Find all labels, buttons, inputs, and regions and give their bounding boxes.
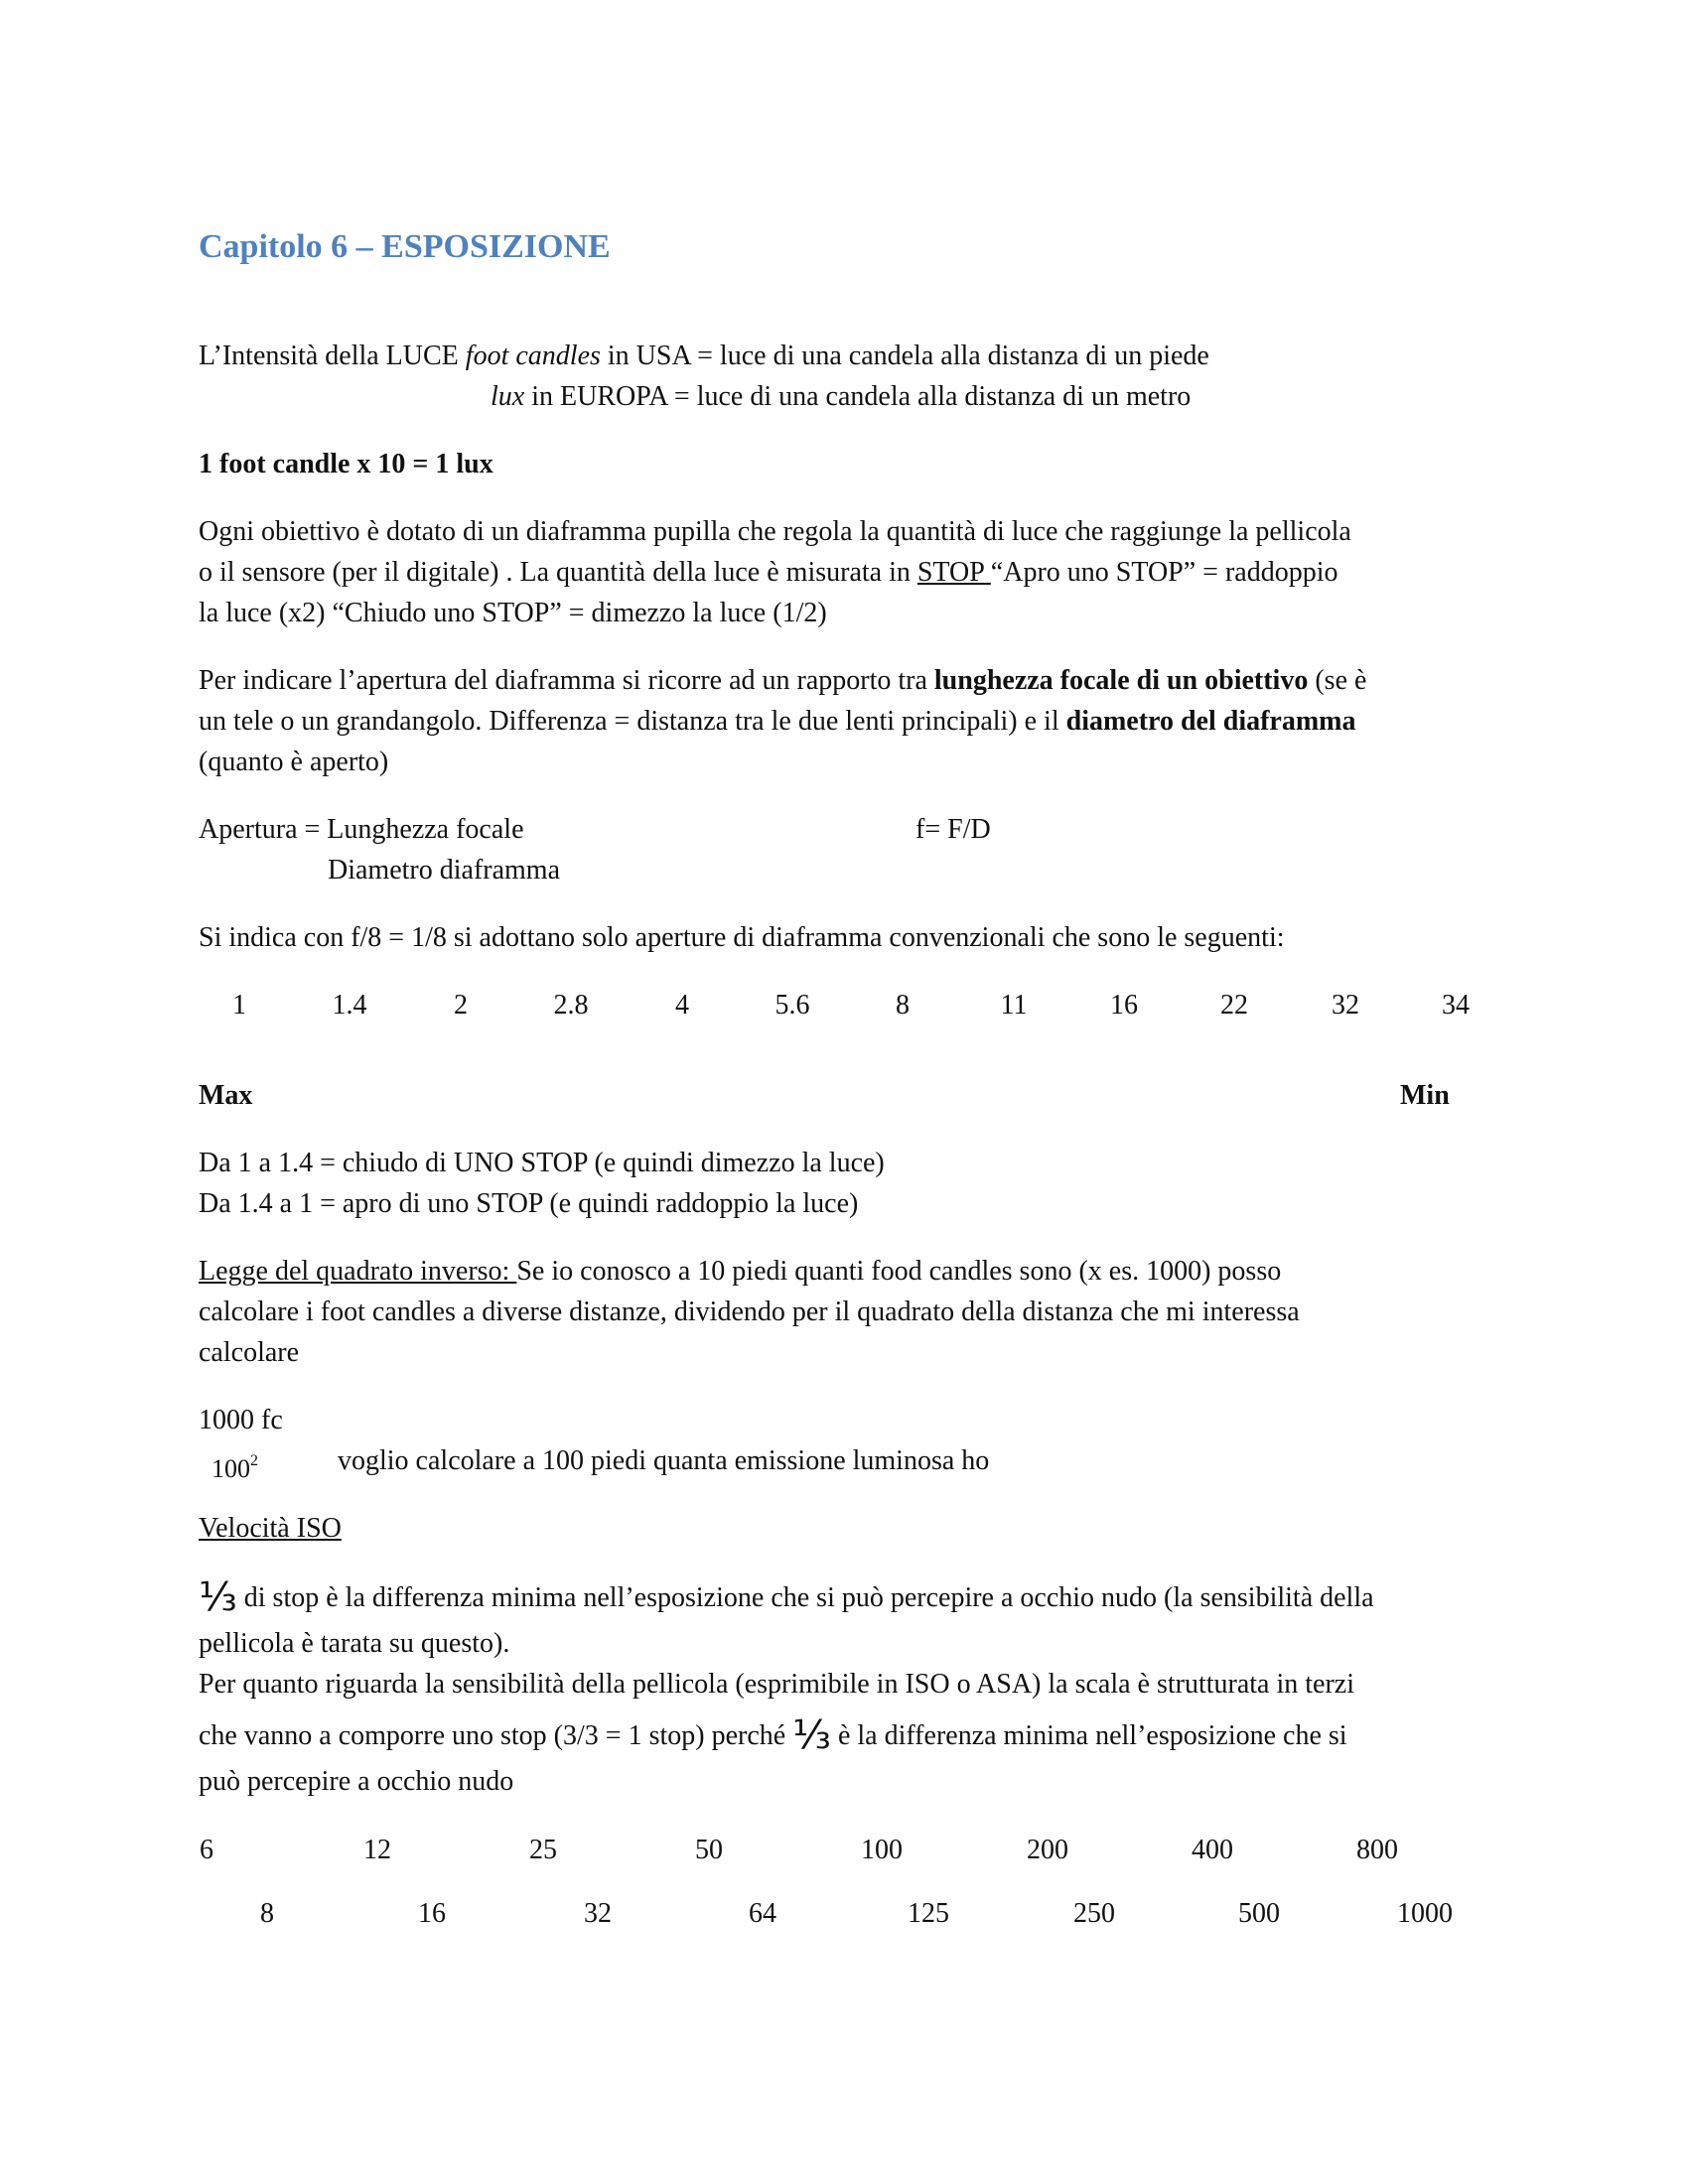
max-label: Max xyxy=(199,1080,253,1111)
inverse-square-line-1 xyxy=(199,1255,1281,1289)
stop-term: STOP xyxy=(916,557,991,588)
iso-value: 32 xyxy=(584,1898,612,1929)
iso-value: 25 xyxy=(529,1835,557,1865)
iso-value: 125 xyxy=(908,1898,949,1929)
iso-value: 100 xyxy=(861,1835,903,1865)
iso-value: 50 xyxy=(695,1835,723,1865)
fc-exponent: 2 xyxy=(250,1452,258,1469)
fstop-value: 1.4 xyxy=(332,990,367,1021)
iso-heading: Velocità ISO xyxy=(199,1513,342,1544)
stop-example-1: Da 1 a 1.4 = chiudo di UNO STOP (e quindi dimezzo la luce) xyxy=(199,1148,885,1178)
iso-value: 800 xyxy=(1356,1835,1398,1865)
iso-value: 500 xyxy=(1238,1898,1280,1929)
inverse-square-line-3: calcolare xyxy=(199,1337,300,1368)
one-third-symbol: ⅓ xyxy=(792,1712,831,1758)
iso-value: 400 xyxy=(1192,1835,1233,1865)
page-title: Capitolo 6 – ESPOSIZIONE xyxy=(199,228,611,265)
iso-line-3: Per quanto riguarda la sensibilità della pellicola (esprimibile in ISO o ASA) la scala è strutturata in terzi xyxy=(199,1669,1354,1700)
fstop-value: 2 xyxy=(454,990,468,1021)
fstop-value: 4 xyxy=(675,990,689,1021)
intro-text: in USA = luce di una candela alla distanza di un piede xyxy=(600,341,1209,371)
paragraph-text: Per indicare l’apertura del diaframma si ricorre ad un rapporto tra xyxy=(199,665,934,696)
iso-line-4 xyxy=(199,1712,1347,1758)
fstop-value: 16 xyxy=(1110,990,1138,1021)
fstop-value: 8 xyxy=(896,990,910,1021)
formula-denominator: Diametro diaframma xyxy=(328,855,561,886)
paragraph-text: “Apro uno STOP” = raddoppio xyxy=(990,557,1338,588)
aperture-line-1 xyxy=(199,664,1366,698)
fstop-value: 32 xyxy=(1332,990,1359,1021)
fstop-value: 22 xyxy=(1220,990,1248,1021)
paragraph-text: voglio calcolare a 100 piedi quanta emissione luminosa ho xyxy=(338,1445,990,1476)
paragraph-text: Ogni obiettivo è dotato di un diaframma xyxy=(199,516,654,547)
fc-denominator-base: 100 xyxy=(211,1454,250,1483)
fstop-value: 5.6 xyxy=(774,990,810,1021)
inverse-square-line-2: calcolare i foot candles a diverse distanze, dividendo per il quadrato della distanza che mi interessa xyxy=(199,1297,1300,1327)
one-third-symbol: ⅓ xyxy=(199,1574,237,1620)
paragraph-text: Si indica con f/8 = 1/8 xyxy=(199,922,454,953)
fstop-value: 2.8 xyxy=(553,990,589,1021)
fc-denominator xyxy=(211,1444,258,1486)
fstop-value: 34 xyxy=(1442,990,1470,1021)
fstop-value: 11 xyxy=(1000,990,1028,1021)
intro-text: L’Intensità della LUCE xyxy=(199,341,466,371)
paragraph-text: pupilla che regola la quantità di luce che raggiunge la pellicola xyxy=(653,516,1351,547)
iso-value: 8 xyxy=(260,1898,274,1929)
intro-line-1 xyxy=(199,340,1209,375)
iso-value: 12 xyxy=(363,1835,391,1865)
aperture-line-3: (quanto è aperto) xyxy=(199,747,389,777)
diameter-term: diametro del diaframma xyxy=(1065,706,1356,737)
intro-text: in EUROPA = luce di una candela alla distanza di un metro xyxy=(524,381,1192,412)
iso-value: 250 xyxy=(1073,1898,1115,1929)
paragraph-text: Se io conosco a 10 piedi quanti food candles sono (x es. 1000) posso xyxy=(516,1256,1282,1287)
min-label: Min xyxy=(1400,1080,1450,1111)
conversion-formula: 1 foot candle x 10 = 1 lux xyxy=(199,449,493,479)
fstop-value: 1 xyxy=(232,990,246,1021)
formula-numerator: Apertura = Lunghezza focale xyxy=(199,814,524,845)
foot-candles-term: foot candles xyxy=(465,341,601,371)
formula-short: f= F/D xyxy=(915,814,991,845)
iso-line-2: pellicola è tarata su questo). xyxy=(199,1628,510,1659)
stop-example-2: Da 1.4 a 1 = apro di uno STOP (e quindi raddoppio la luce) xyxy=(199,1188,859,1219)
lux-term: lux xyxy=(491,381,525,412)
paragraph-text: è la differenza minima nell’esposizione che si xyxy=(830,1720,1347,1751)
fstops-intro xyxy=(199,921,1285,957)
iso-value: 16 xyxy=(418,1898,446,1929)
iso-line-1 xyxy=(199,1574,1374,1620)
diaphragm-line-3: la luce (x2) “Chiudo uno STOP” = dimezzo la luce (1/2) xyxy=(199,598,827,628)
diaphragm-line-1 xyxy=(199,515,1351,551)
fc-note xyxy=(338,1444,989,1480)
diaphragm-line-2 xyxy=(199,556,1337,592)
paragraph-text: o il sensore (per il digitale) . La quantità della luce è misurata in xyxy=(199,557,917,588)
paragraph-text: un tele o un grandangolo. Differenza = distanza tra le due lenti principali) e il xyxy=(199,706,1066,737)
iso-value: 1000 xyxy=(1397,1898,1453,1929)
focal-length-term: lunghezza focale di un obiettivo xyxy=(933,665,1309,696)
intro-line-2 xyxy=(491,380,1191,416)
paragraph-text: di stop è la differenza minima nell’esposizione che si può percepire a occhio nudo (la sensibilità della xyxy=(236,1582,1374,1613)
paragraph-text: che vanno a comporre uno stop (3/3 = 1 stop) perché xyxy=(199,1720,793,1751)
inverse-square-heading: Legge del quadrato inverso: xyxy=(199,1256,517,1287)
fc-numerator: 1000 fc xyxy=(199,1405,283,1435)
iso-line-5: può percepire a occhio nudo xyxy=(199,1766,514,1797)
aperture-line-2 xyxy=(199,705,1356,739)
iso-value: 200 xyxy=(1027,1835,1068,1865)
iso-value: 64 xyxy=(749,1898,776,1929)
paragraph-text: (se è xyxy=(1308,665,1367,696)
iso-value: 6 xyxy=(200,1835,213,1865)
paragraph-text: si adottano solo aperture di diaframma convenzionali che sono le seguenti: xyxy=(453,922,1285,953)
